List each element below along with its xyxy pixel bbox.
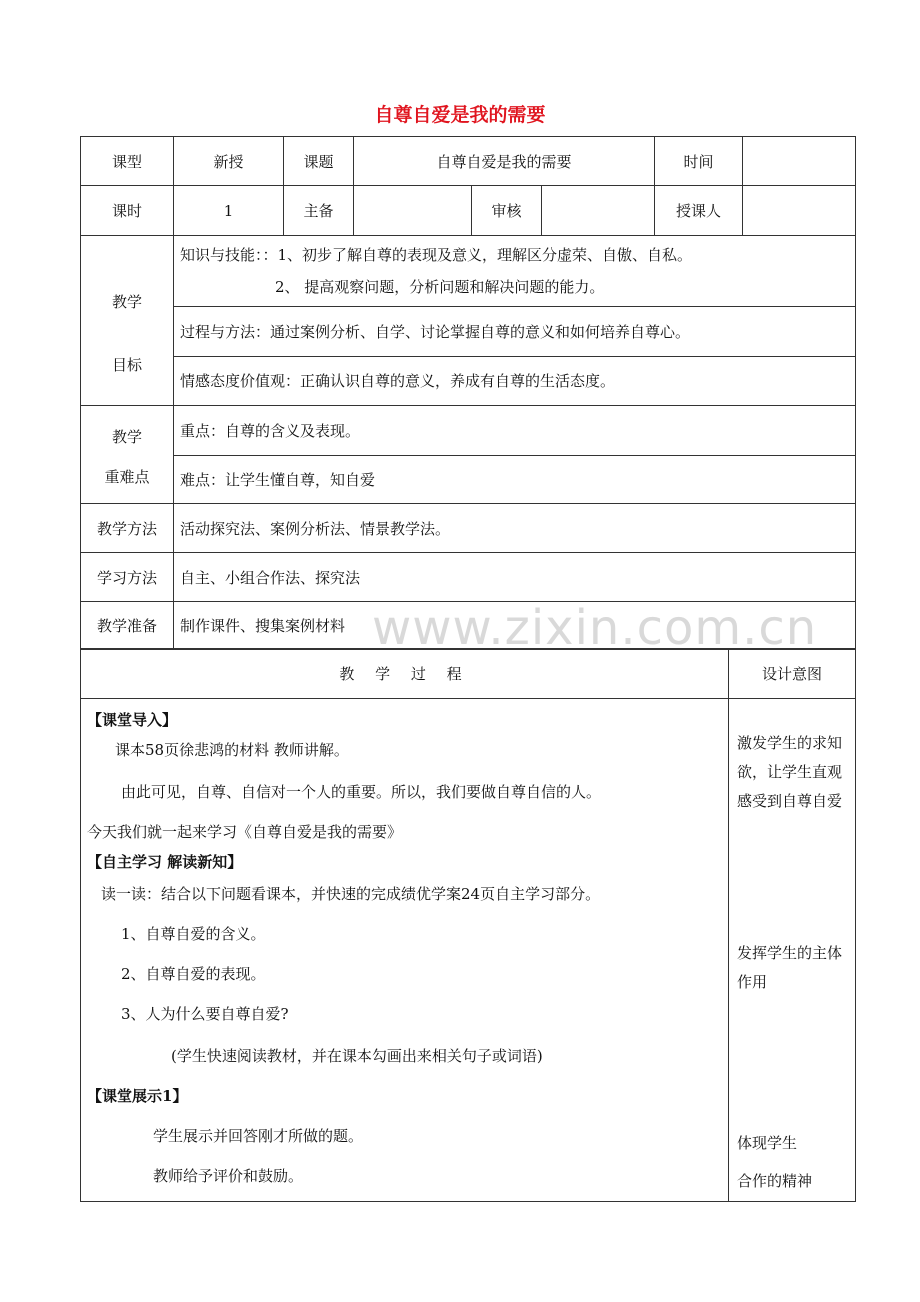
label-lesson-type: 课型 (81, 137, 174, 186)
label-reviewer: 审核 (472, 186, 542, 236)
difficulty-label-line1: 教学 (111, 428, 142, 446)
value-topic: 自尊自爱是我的需要 (354, 137, 655, 186)
value-lesson-type: 新授 (174, 137, 284, 186)
goal-emotion-text: 情感态度价值观：正确认识自尊的意义，养成有自尊的生活态度。 (174, 356, 856, 405)
teaching-process-table (80, 648, 856, 1202)
lesson-info-table (80, 136, 856, 650)
goal-process-text: 过程与方法：通过案例分析、自学、讨论掌握自尊的意义和如何培养自尊心。 (174, 307, 856, 356)
preparation-row (81, 602, 856, 650)
learning-method-text: 自主、小组合作法、探究法 (174, 553, 856, 602)
label-time: 时间 (655, 137, 743, 186)
intent-text-3b: 合作的精神 (737, 1172, 813, 1190)
process-header: 教 学 过 程 (81, 649, 729, 699)
value-preparer (354, 186, 472, 236)
goal-label-line2: 目标 (111, 356, 142, 374)
info-row-type (81, 137, 856, 186)
learning-method-row (81, 553, 856, 602)
process-line: 学生展示并回答刚才所做的题。 (153, 1127, 364, 1145)
process-content-cell (81, 699, 729, 1202)
goal-knowledge-line1: 知识与技能：：1、初步了解自尊的表现及意义，理解区分虚荣、自傲、自私。 (180, 246, 693, 265)
learning-method-label: 学习方法 (81, 553, 174, 602)
goal-row-knowledge (81, 236, 856, 307)
value-time (743, 137, 856, 186)
difficulty-label-cell (81, 406, 174, 504)
intent-text-1: 激发学生的求知欲，让学生直观感受到自尊自爱 (737, 734, 843, 810)
value-teacher (743, 186, 856, 236)
section-heading-self-study: 【自主学习 解读新知】 (87, 853, 243, 871)
label-topic: 课题 (284, 137, 354, 186)
goal-knowledge-cell (174, 236, 856, 307)
difficulty-row-hard (81, 455, 856, 504)
intent-text-3a: 体现学生 (737, 1134, 798, 1152)
intent-header: 设计意图 (729, 649, 856, 699)
preparation-label: 教学准备 (81, 602, 174, 650)
teaching-method-row (81, 504, 856, 553)
value-reviewer (542, 186, 655, 236)
difficulty-row-key (81, 406, 856, 456)
process-line: 1、自尊自爱的含义。 (121, 925, 266, 943)
goal-label-cell (81, 236, 174, 406)
goal-knowledge-line2: 2、 提高观察问题，分析问题和解决问题的能力。 (275, 278, 605, 297)
goal-row-process (81, 307, 856, 356)
process-line: 今天我们就一起来学习《自尊自爱是我的需要》 (87, 823, 403, 841)
process-body-row (81, 699, 856, 1202)
label-teacher: 授课人 (655, 186, 743, 236)
label-preparer: 主备 (284, 186, 354, 236)
process-header-row (81, 649, 856, 699)
preparation-text: 制作课件、搜集案例材料 (174, 602, 856, 650)
teaching-method-text: 活动探究法、案例分析法、情景教学法。 (174, 504, 856, 553)
process-line: (学生快速阅读教材，并在课本勾画出来相关句子或词语) (171, 1047, 543, 1065)
teaching-method-label: 教学方法 (81, 504, 174, 553)
process-line: 读一读：结合以下问题看课本，并快速的完成绩优学案24页自主学习部分。 (101, 885, 601, 903)
watermark: www.zixin.com.cn (372, 600, 818, 656)
label-period: 课时 (81, 186, 174, 236)
difficulty-label-line2: 重难点 (104, 468, 150, 486)
difficult-point-text: 难点：让学生懂自尊，知自爱 (174, 455, 856, 504)
key-point-text: 重点：自尊的含义及表现。 (174, 406, 856, 456)
value-period: 1 (174, 186, 284, 236)
process-line: 3、人为什么要自尊自爱? (121, 1005, 289, 1023)
process-line: 教师给予评价和鼓励。 (153, 1167, 304, 1185)
process-line: 由此可见，自尊、自信对一个人的重要。所以，我们要做自尊自信的人。 (121, 783, 602, 801)
goal-label-line1: 教学 (111, 293, 142, 311)
page-title: 自尊自爱是我的需要 (374, 104, 546, 126)
section-heading-intro: 【课堂导入】 (87, 711, 178, 729)
intent-cell (729, 699, 856, 1202)
process-line: 课本58页徐悲鸿的材料 教师讲解。 (115, 741, 349, 759)
intent-text-2: 发挥学生的主体作用 (737, 944, 843, 991)
section-heading-display: 【课堂展示1】 (87, 1087, 188, 1105)
process-line: 2、自尊自爱的表现。 (121, 965, 266, 983)
goal-row-emotion (81, 356, 856, 405)
info-row-period (81, 186, 856, 236)
